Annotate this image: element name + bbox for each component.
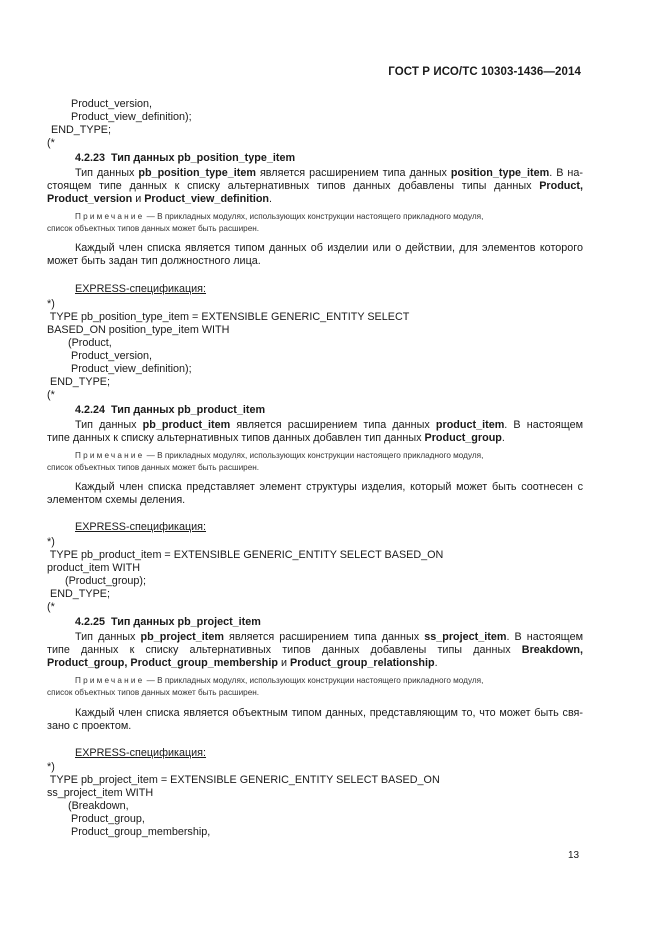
express-label: EXPRESS-спецификация:: [75, 283, 207, 295]
paragraph-line: Тип данных pb_position_type_item является расширением типа данных position_type_item. В на-: [75, 167, 583, 179]
code-line: *): [47, 298, 55, 310]
code-line: Product_view_definition);: [71, 111, 192, 123]
code-line: END_TYPE;: [47, 376, 110, 388]
code-line: product_item WITH: [47, 562, 140, 574]
paragraph-line: зано с проектом.: [47, 720, 132, 732]
code-line: Product_group,: [71, 813, 145, 825]
code-line: BASED_ON position_type_item WITH: [47, 324, 230, 336]
code-line: END_TYPE;: [51, 124, 111, 136]
code-line: Product_version,: [71, 350, 153, 362]
paragraph-line: Каждый член списка представляет элемент структуры изделия, который может быть соотнесен с: [75, 481, 583, 493]
section-heading: 4.2.23 Тип данных pb_position_type_item: [75, 152, 296, 164]
code-line: (*: [47, 601, 55, 613]
document-header: ГОСТ Р ИСО/ТС 10303-1436—2014: [388, 66, 581, 78]
code-line: TYPE pb_product_item = EXTENSIBLE GENERIC_ENTITY SELECT BASED_ON: [47, 549, 444, 561]
section-heading: 4.2.25 Тип данных pb_project_item: [75, 616, 261, 628]
paragraph-line: может быть задан тип должностного лица.: [47, 255, 261, 267]
paragraph-line: Product_group, Product_group_membership и Product_group_relationship.: [47, 657, 438, 669]
express-label: EXPRESS-спецификация:: [75, 521, 207, 533]
paragraph-line: Каждый член списка является типом данных об изделии или о действии, для элементов которого: [75, 242, 583, 254]
paragraph-line: типе данных к списку альтернативных типов данных добавлен тип данных Product_group.: [47, 432, 505, 444]
code-line: TYPE pb_position_type_item = EXTENSIBLE GENERIC_ENTITY SELECT: [47, 311, 410, 323]
note-line: список объектных типов данных может быть расширен.: [47, 688, 260, 697]
paragraph-line: типе данных к списку альтернативных типов данных добавлены типы данных Breakdown,: [47, 644, 583, 656]
paragraph-line: Каждый член списка является объектным типом данных, представляющим то, что может быть свя-: [75, 707, 583, 719]
code-line: TYPE pb_project_item = EXTENSIBLE GENERIC_ENTITY SELECT BASED_ON: [47, 774, 440, 786]
code-line: ss_project_item WITH: [47, 787, 154, 799]
express-label: EXPRESS-спецификация:: [75, 747, 207, 759]
paragraph-line: элементом схемы деления.: [47, 494, 186, 506]
section-heading: 4.2.24 Тип данных pb_product_item: [75, 404, 266, 416]
note-line: Примечание — В прикладных модулях, использующих конструкции настоящего прикладного модуля,: [75, 451, 484, 460]
note-line: список объектных типов данных может быть расширен.: [47, 224, 260, 233]
note-line: Примечание — В прикладных модулях, использующих конструкции настоящего прикладного модуля,: [75, 676, 484, 685]
paragraph-line: стоящем типе данных к списку альтернативных типов данных добавлены типы данных Product,: [47, 180, 583, 192]
code-line: (*: [47, 137, 55, 149]
code-line: Product_view_definition);: [71, 363, 192, 375]
page-number: 13: [568, 850, 580, 861]
paragraph-line: Тип данных pb_project_item является расширением типа данных ss_project_item. В настоящем: [75, 631, 584, 643]
code-line: (Product,: [68, 337, 112, 349]
code-line: *): [47, 536, 55, 548]
code-line: Product_group_membership,: [71, 826, 211, 838]
code-line: (Product_group);: [65, 575, 147, 587]
code-line: *): [47, 761, 55, 773]
note-line: Примечание — В прикладных модулях, использующих конструкции настоящего прикладного модуля,: [75, 212, 484, 221]
code-line: Product_version,: [71, 98, 153, 110]
code-line: (*: [47, 389, 55, 401]
code-line: END_TYPE;: [47, 588, 110, 600]
note-line: список объектных типов данных может быть расширен.: [47, 463, 260, 472]
code-line: (Breakdown,: [68, 800, 129, 812]
paragraph-line: Product_version и Product_view_definition.: [47, 193, 273, 205]
paragraph-line: Тип данных pb_product_item является расширением типа данных product_item. В настоящем: [75, 419, 584, 431]
